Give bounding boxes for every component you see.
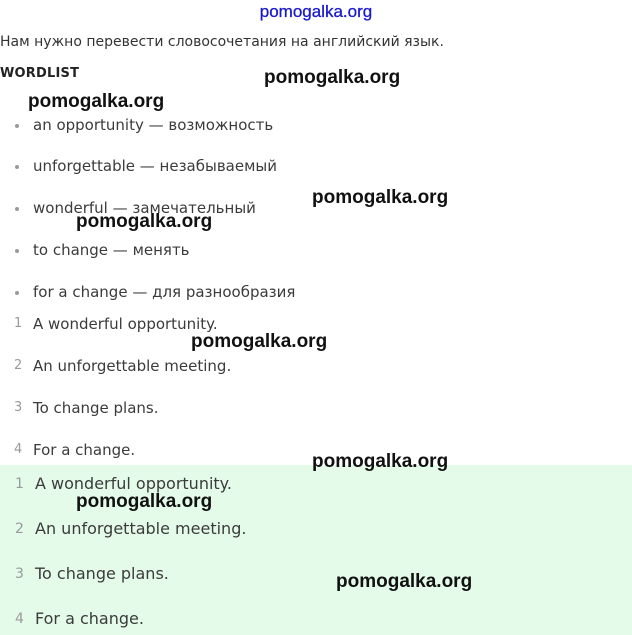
sentence-number: 2 [14,358,23,373]
answer-number: 1 [15,476,24,492]
bullet-icon [15,165,19,169]
sentence-number: 1 [14,316,23,331]
answer-text: For a change. [35,609,144,628]
sentence-text: For a change. [33,441,136,459]
answer-text: A wonderful opportunity. [35,474,232,493]
watermark-text: pomogalka.org [336,571,473,592]
wordlist-item-text: wonderful — замечательный [33,199,256,217]
bullet-icon [15,291,19,295]
sentence-text: An unforgettable meeting. [33,357,232,375]
answer-text: To change plans. [35,564,169,583]
wordlist-heading: WORDLIST [0,66,80,81]
wordlist-item-text: to change — менять [33,241,190,259]
watermark-text: pomogalka.org [76,211,213,232]
sentence-text: To change plans. [33,399,159,417]
answer-number: 3 [15,566,24,582]
wordlist-item-text: an opportunity — возможность [33,116,274,134]
watermark-text: pomogalka.org [191,331,328,352]
bullet-icon [15,124,19,128]
watermark-text: pomogalka.org [28,91,165,112]
watermark-text: pomogalka.org [312,451,449,472]
watermark-text: pomogalka.org [312,187,449,208]
bullet-icon [15,249,19,253]
watermark-text: pomogalka.org [264,67,401,88]
answer-number: 4 [15,611,24,627]
bullet-icon [15,207,19,211]
sentence-number: 4 [14,442,23,457]
answer-text: An unforgettable meeting. [35,519,247,538]
sentence-number: 3 [14,400,23,415]
wordlist-item-text: unforgettable — незабываемый [33,157,277,175]
answer-number: 2 [15,521,24,537]
sentence-text: A wonderful opportunity. [33,315,218,333]
watermark-text: pomogalka.org [76,491,213,512]
intro-text: Нам нужно перевести словосочетания на английский язык. [0,34,444,50]
site-title[interactable]: pomogalka.org [259,2,373,21]
wordlist-item-text: for a change — для разнообразия [33,283,296,301]
